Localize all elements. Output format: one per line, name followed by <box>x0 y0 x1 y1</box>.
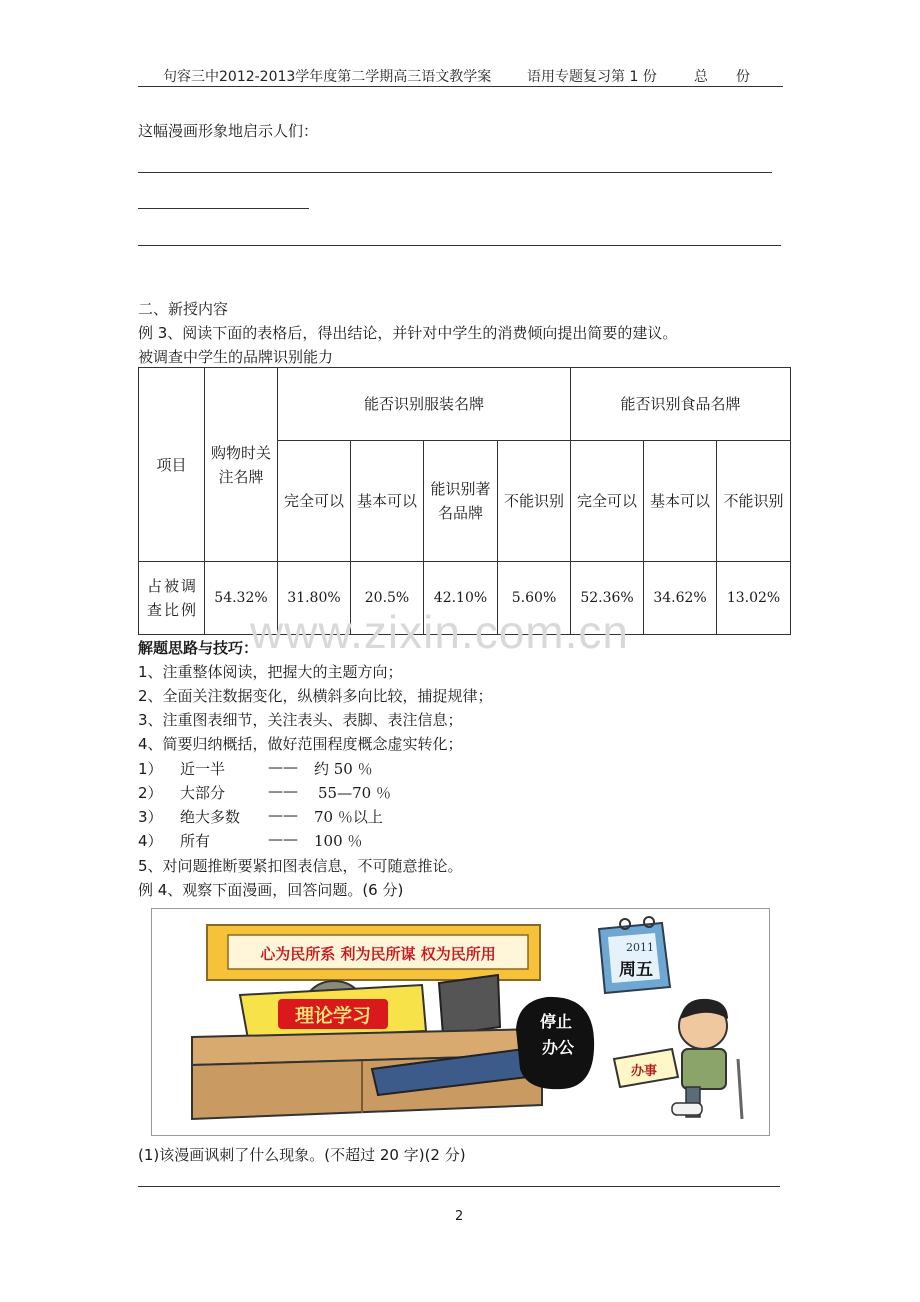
mapping-value: 70 ％以上 <box>314 808 383 826</box>
mapping-dash: —— <box>268 806 298 824</box>
mapping-value: 约 50 ％ <box>314 760 373 778</box>
sub-header-clothing-famous: 能识别著名品牌 <box>424 441 498 562</box>
mapping-num: 3） <box>138 808 163 826</box>
sub-header-clothing-basic: 基本可以 <box>351 441 424 562</box>
section-heading: 二、新授内容 <box>138 300 229 318</box>
value-food-full: 52.36% <box>571 562 644 635</box>
value-food-basic: 34.62% <box>644 562 717 635</box>
sub-header-clothing-none: 不能识别 <box>498 441 571 562</box>
answer-line-1[interactable] <box>138 172 772 173</box>
sole-text-top: 停止 <box>539 1012 573 1031</box>
tip-1: 1、注重整体阅读，把握大的主题方向； <box>138 663 403 681</box>
value-attention: 54.32% <box>205 562 278 635</box>
cartoon-image <box>151 908 770 1136</box>
tip-5: 5、对问题推断要紧扣图表信息，不可随意推论。 <box>138 857 463 875</box>
group-header-clothing: 能否识别服装名牌 <box>278 368 571 441</box>
question-1: (1)该漫画讽刺了什么现象。(不超过 20 字)(2 分) <box>138 1146 466 1164</box>
banner-text: 心为民所系 利为民所谋 权为民所用 <box>260 945 496 963</box>
watermark: www.zixin.com.cn <box>250 606 629 658</box>
mapping-dash: —— <box>268 758 298 776</box>
sub-header-food-basic: 基本可以 <box>644 441 717 562</box>
mapping-num: 2） <box>138 784 163 802</box>
cartoon-insight-prompt: 这幅漫画形象地启示人们： <box>138 122 319 140</box>
mapping-dash: —— <box>268 782 298 800</box>
value-clothing-full: 31.80% <box>278 562 351 635</box>
mapping-num: 1） <box>138 760 163 778</box>
mapping-term: 大部分 <box>180 784 226 802</box>
row-label: 占被调查比例 <box>139 562 205 635</box>
answer-line-q1[interactable] <box>138 1186 780 1187</box>
brand-recognition-table <box>138 367 791 635</box>
value-clothing-basic: 20.5% <box>351 562 424 635</box>
sub-header-food-full: 完全可以 <box>571 441 644 562</box>
tip-4: 4、简要归纳概括，做好范围程度概念虚实转化； <box>138 735 463 753</box>
header-title: 句容三中2012-2013学年度第二学期高三语文教学案 <box>163 69 492 85</box>
example-3-prompt: 例 3、阅读下面的表格后，得出结论，并针对中学生的消费倾向提出简要的建议。 <box>138 324 678 342</box>
sub-header-clothing-full: 完全可以 <box>278 441 351 562</box>
tips-heading: 解题思路与技巧： <box>138 639 259 657</box>
mapping-value: 100 ％ <box>314 832 363 850</box>
answer-line-3[interactable] <box>138 245 781 246</box>
example-4-prompt: 例 4、观察下面漫画，回答问题。(6 分) <box>138 881 404 899</box>
paper-text: 办事 <box>630 1064 658 1079</box>
header-rule <box>138 86 783 87</box>
header-copies: 份 <box>736 69 750 85</box>
answer-line-2[interactable] <box>138 208 309 209</box>
col-header-attention: 购物时关注名牌 <box>205 368 278 562</box>
header-subject: 语用专题复习第 1 份 <box>527 69 657 85</box>
group-header-food: 能否识别食品名牌 <box>571 368 791 441</box>
table-title: 被调查中学生的品牌识别能力 <box>138 348 334 366</box>
value-clothing-none: 5.60% <box>498 562 571 635</box>
value-clothing-famous: 42.10% <box>424 562 498 635</box>
sub-header-food-none: 不能识别 <box>717 441 791 562</box>
mapping-num: 4） <box>138 832 163 850</box>
calendar-year: 2011 <box>626 941 654 954</box>
col-header-item: 项目 <box>139 368 205 562</box>
tip-3: 3、注重图表细节，关注表头、表脚、表注信息； <box>138 711 463 729</box>
sole-text-bottom: 办公 <box>541 1038 575 1057</box>
mapping-term: 绝大多数 <box>180 808 241 826</box>
sign-text: 理论学习 <box>294 1005 372 1027</box>
mapping-term: 近一半 <box>180 760 226 778</box>
mapping-term: 所有 <box>180 832 211 850</box>
calendar-day: 周五 <box>619 960 653 980</box>
header-total: 总 <box>694 69 708 85</box>
mapping-dash: —— <box>268 830 298 848</box>
tip-2: 2、全面关注数据变化，纵横斜多向比较，捕捉规律； <box>138 687 493 705</box>
page-number: 2 <box>455 1209 464 1224</box>
mapping-value: 55—70 ％ <box>318 784 391 802</box>
value-food-none: 13.02% <box>717 562 791 635</box>
